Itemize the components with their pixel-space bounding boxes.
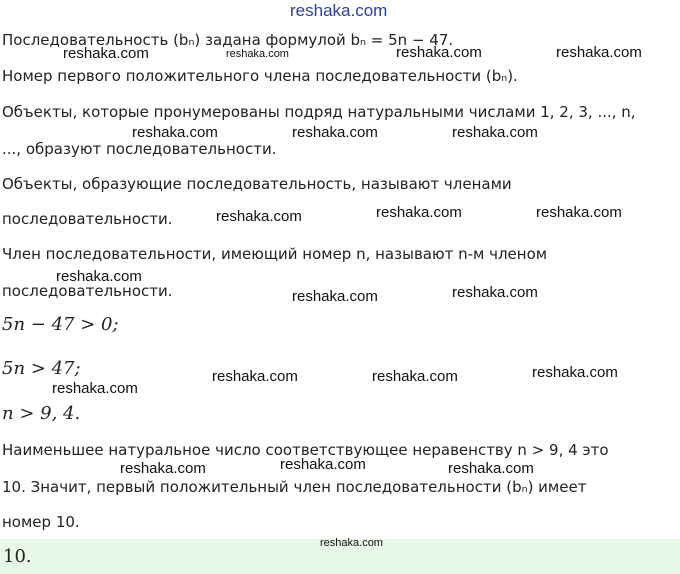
inequality-step-3: n > 9, 4.: [2, 403, 81, 424]
watermark: reshaka.com: [292, 124, 378, 141]
watermark: reshaka.com: [226, 48, 289, 60]
watermark: reshaka.com: [320, 537, 383, 549]
watermark: reshaka.com: [120, 460, 206, 477]
watermark: reshaka.com: [452, 284, 538, 301]
theory-paragraph-1-line-1: Объекты, которые пронумерованы подряд натуральными числами 1, 2, 3, ..., n,: [2, 103, 636, 121]
site-logo[interactable]: reshaka.com: [290, 1, 388, 20]
inequality-step-2: 5n > 47;: [2, 358, 81, 379]
watermark: reshaka.com: [376, 204, 462, 221]
watermark: reshaka.com: [536, 204, 622, 221]
problem-statement-line-1: Последовательность (bₙ) задана формулой bₙ = 5n − 47.: [2, 31, 454, 49]
watermark: reshaka.com: [216, 208, 302, 225]
theory-paragraph-3-line-1: Член последовательности, имеющий номер n, называют n-м членом: [2, 245, 548, 263]
conclusion-line-3: номер 10.: [2, 513, 80, 531]
conclusion-line-1: Наименьшее натуральное число соответствующее неравенству n > 9, 4 это: [2, 441, 609, 459]
theory-paragraph-2-line-2: последовательности.: [2, 210, 173, 228]
conclusion-line-2: 10. Значит, первый положительный член последовательности (bₙ) имеет: [2, 478, 587, 496]
theory-paragraph-1-line-2: ..., образуют последовательности.: [2, 140, 277, 158]
watermark: reshaka.com: [56, 268, 142, 285]
watermark: reshaka.com: [452, 124, 538, 141]
watermark: reshaka.com: [63, 45, 149, 62]
watermark: reshaka.com: [448, 460, 534, 477]
theory-paragraph-2-line-1: Объекты, образующие последовательность, называют членами: [2, 175, 512, 193]
watermark: reshaka.com: [292, 288, 378, 305]
watermark: reshaka.com: [52, 380, 138, 397]
theory-paragraph-3-line-2: последовательности.: [2, 282, 173, 300]
inequality-step-1: 5n − 47 > 0;: [2, 314, 119, 335]
answer-value: 10.: [3, 546, 32, 567]
problem-statement-line-2: Номер первого положительного члена последовательности (bₙ).: [2, 67, 518, 85]
watermark: reshaka.com: [396, 44, 482, 61]
watermark: reshaka.com: [556, 44, 642, 61]
watermark: reshaka.com: [212, 368, 298, 385]
watermark: reshaka.com: [132, 124, 218, 141]
watermark: reshaka.com: [372, 368, 458, 385]
watermark: reshaka.com: [532, 364, 618, 381]
watermark: reshaka.com: [280, 456, 366, 473]
